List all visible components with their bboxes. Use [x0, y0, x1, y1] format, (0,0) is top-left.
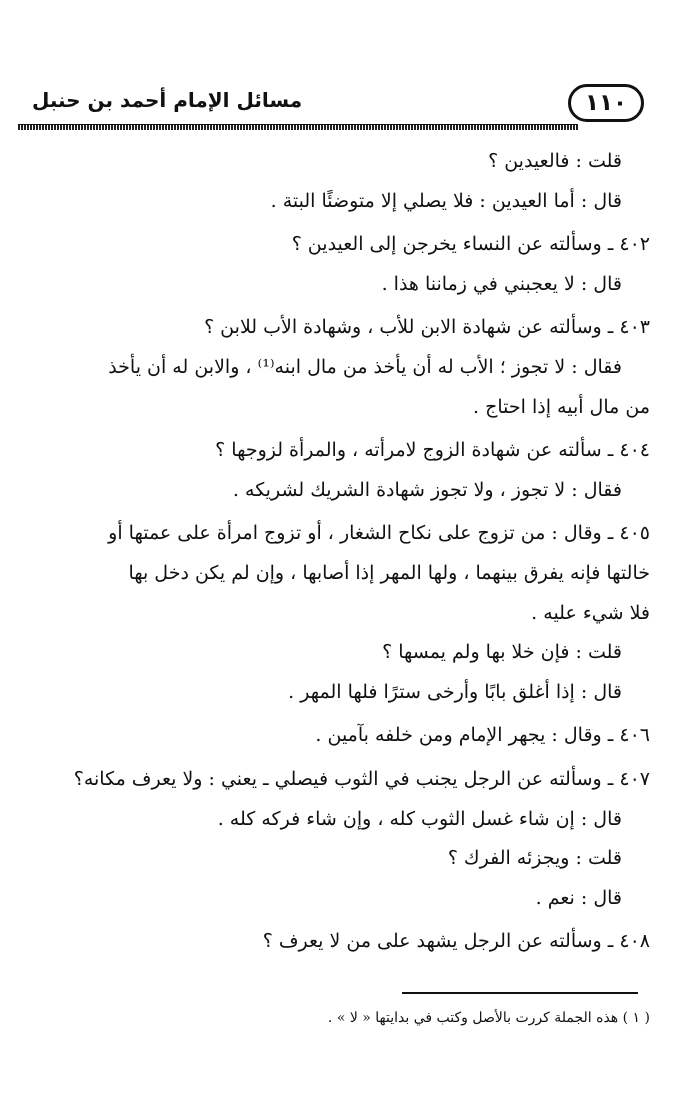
- text-line: من مال أبيه إذا احتاج .: [473, 395, 650, 418]
- question-403: ٤٠٣ ـ وسألته عن شهادة الابن للأب ، وشهادة الأب للابن ؟: [204, 316, 650, 339]
- page-body: [40, 142, 650, 962]
- header-rule: [18, 124, 578, 130]
- page-number-badge: [568, 84, 644, 122]
- question-404: ٤٠٤ ـ سألته عن شهادة الزوج لامرأته ، والمرأة لزوجها ؟: [215, 439, 650, 462]
- text-line: فقال : لا تجوز ؛ الأب له أن يأخذ من مال ابنه⁽¹⁾ ، والابن له أن يأخذ: [108, 355, 622, 378]
- page-number: ١١٠: [584, 90, 628, 116]
- running-title: مسائل الإمام أحمد بن حنبل: [32, 88, 303, 112]
- text-line: قال : إن شاء غسل الثوب كله ، وإن شاء فركه كله .: [217, 807, 622, 830]
- text-line: قلت : فإن خلا بها ولم يمسها ؟: [382, 641, 622, 664]
- text-line: قلت : فالعيدين ؟: [488, 150, 622, 172]
- question-408: ٤٠٨ ـ وسألته عن الرجل يشهد على من لا يعرف ؟: [262, 930, 650, 953]
- footnote: ( ١ ) هذه الجملة كررت بالأصل وكتب في بدايتها « لا » .: [327, 1010, 650, 1026]
- question-402: ٤٠٢ ـ وسألته عن النساء يخرجن إلى العيدين ؟: [291, 233, 650, 256]
- text-line: قال : لا يعجبني في زماننا هذا .: [381, 272, 622, 295]
- text-line: قال : إذا أغلق بابًا وأرخى سترًا فلها المهر .: [288, 680, 622, 703]
- question-407: ٤٠٧ ـ وسألته عن الرجل يجنب في الثوب فيصلي ـ يعني : ولا يعرف مكانه؟: [73, 767, 650, 790]
- text-line: خالتها فإنه يفرق بينهما ، ولها المهر إذا أصابها ، وإن لم يكن دخل بها: [128, 561, 650, 584]
- question-405: ٤٠٥ ـ وقال : من تزوج على نكاح الشغار ، أو تزوج امرأة على عمتها أو: [108, 522, 650, 545]
- text-line: فقال : لا تجوز ، ولا تجوز شهادة الشريك لشريكه .: [232, 478, 622, 501]
- footnote-rule: [402, 992, 638, 994]
- text-line: قلت : ويجزئه الفرك ؟: [447, 847, 622, 870]
- question-406: ٤٠٦ ـ وقال : يجهر الإمام ومن خلفه بآمين .: [315, 724, 650, 747]
- text-line: فلا شيء عليه .: [531, 601, 650, 624]
- text-line: قال : نعم .: [535, 886, 622, 909]
- text-line: قال : أما العيدين : فلا يصلي إلا متوضئًا البتة .: [270, 189, 622, 212]
